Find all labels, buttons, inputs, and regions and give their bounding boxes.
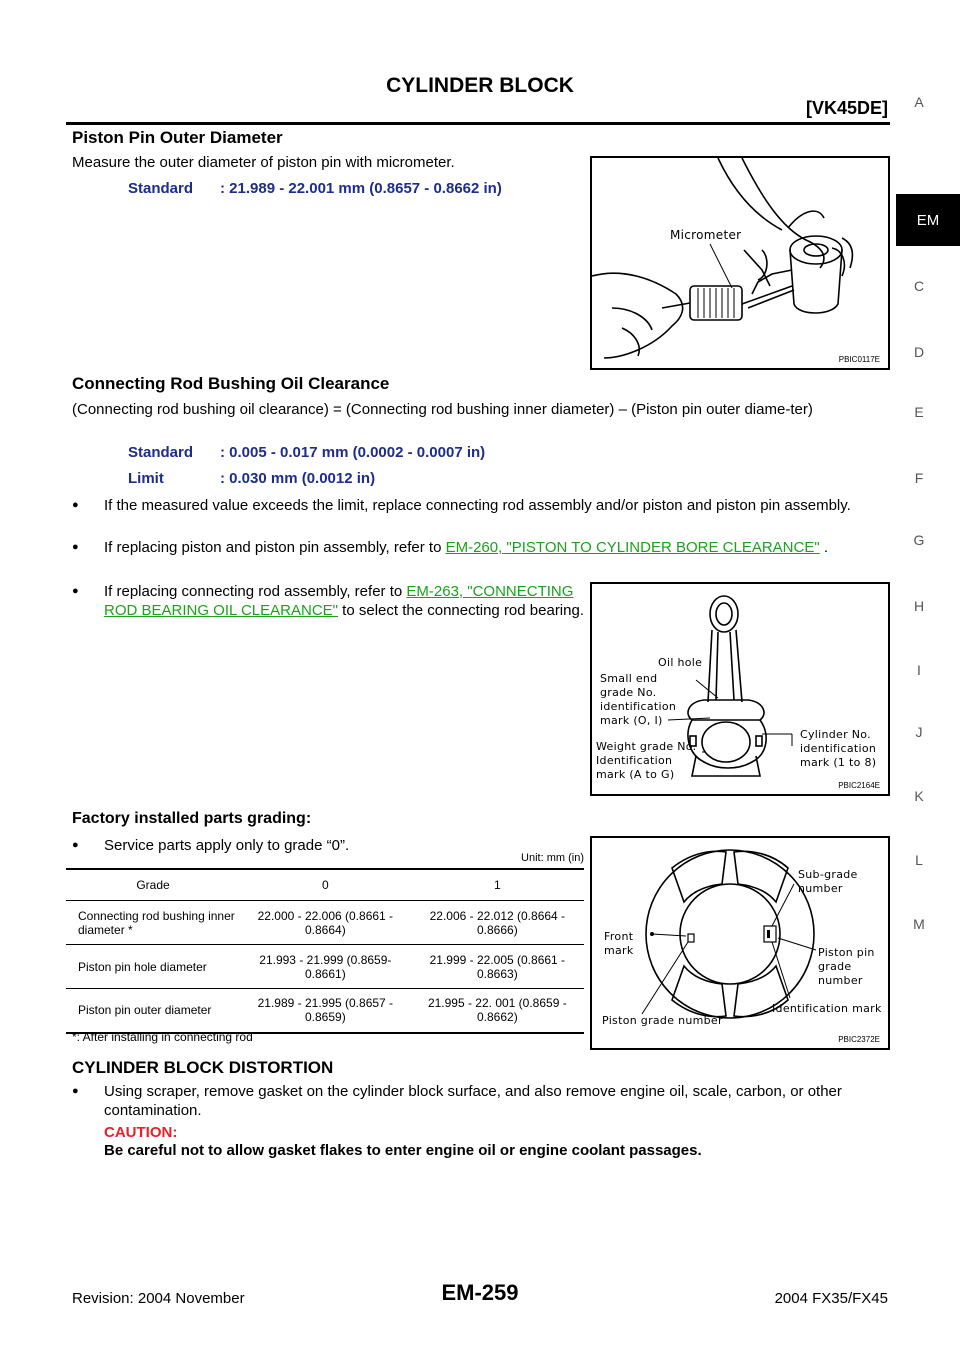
spec-key: Standard (128, 444, 194, 461)
bullet-dot-icon: ● (72, 541, 79, 553)
label-oil-hole: Oil hole (658, 656, 703, 669)
side-index-em-tab[interactable]: EM (896, 194, 960, 246)
side-index-f[interactable]: F (914, 470, 924, 486)
table-header-row (66, 869, 584, 901)
caution-title: CAUTION: (104, 1124, 178, 1141)
spec-value: : 0.030 mm (0.0012 in) (220, 470, 376, 487)
table-row (66, 901, 584, 945)
grading-table (66, 868, 584, 1034)
table-row (66, 989, 584, 1033)
section-heading-block-distortion: CYLINDER BLOCK DISTORTION (72, 1058, 334, 1077)
engine-code: [VK45DE] (805, 98, 888, 118)
label-small-end-mark: Small end grade No. identification mark (O, I) (600, 672, 677, 727)
side-index-c[interactable]: C (913, 278, 925, 294)
piston-pin-standard (128, 180, 502, 197)
side-index-i[interactable]: I (917, 662, 921, 678)
side-index-h[interactable]: H (913, 598, 925, 614)
table-cell: Piston pin outer diameter (66, 989, 240, 1033)
clearance-formula: (Connecting rod bushing oil clearance) = (Connecting rod bushing inner diameter) – (Piston pin outer diame-ter) (72, 401, 813, 418)
header-rule (66, 122, 890, 125)
piston-pin-instruction: Measure the outer diameter of piston pin with micrometer. (72, 154, 455, 171)
footer-revision: Revision: 2004 November (72, 1290, 245, 1307)
label-identification-mark: Identification mark (772, 1002, 882, 1015)
bullet-dot-icon: ● (72, 839, 79, 851)
table-cell: 21.989 - 21.995 (0.8657 - 0.8659) (240, 989, 411, 1033)
label-sub-grade-number: Sub-grade number (798, 868, 858, 895)
page-number: EM-259 (441, 1280, 519, 1305)
table-cell: 22.006 - 22.012 (0.8664 - 0.8666) (411, 901, 584, 945)
bullet-item (72, 496, 892, 515)
micrometer-illustration (592, 158, 888, 368)
side-index-d[interactable]: D (913, 344, 925, 360)
bullet-text: If replacing piston and piston pin assembly, refer to (104, 539, 442, 556)
table-cell: Connecting rod bushing inner diameter * (66, 901, 240, 945)
unit-label: Unit: mm (in) (521, 852, 584, 864)
figure-piston-grade (590, 836, 890, 1050)
bullet-text: If the measured value exceeds the limit, replace connecting rod assembly and/or piston and piston pin assembly. (104, 497, 851, 514)
figure-code: PBIC2164E (838, 781, 880, 790)
bullet-item (72, 1082, 892, 1120)
link-piston-bore-clearance[interactable]: EM-260, "PISTON TO CYLINDER BORE CLEARANCE" (445, 539, 820, 556)
spec-key: Limit (128, 470, 164, 487)
table-cell: 21.993 - 21.999 (0.8659- 0.8661) (240, 945, 411, 989)
figure-micrometer (590, 156, 890, 370)
table-header-cell: Grade (66, 869, 240, 901)
table-cell: 22.000 - 22.006 (0.8661 - 0.8664) (240, 901, 411, 945)
link-rod-bearing-clearance[interactable]: EM-263, "CONNECTING ROD BEARING OIL CLEARANCE" (104, 583, 574, 619)
table-row (66, 945, 584, 989)
side-index-j[interactable]: J (915, 724, 923, 740)
label-front-mark: Front mark (604, 930, 634, 957)
clearance-standard (128, 444, 485, 461)
figure-code: PBIC0117E (838, 355, 880, 364)
label-piston-grade-number: Piston grade number (602, 1014, 723, 1027)
table-cell: 21.999 - 22.005 (0.8661 - 0.8663) (411, 945, 584, 989)
table-cell: Piston pin hole diameter (66, 945, 240, 989)
section-heading-parts-grading: Factory installed parts grading: (72, 810, 312, 827)
section-heading-bushing-clearance: Connecting Rod Bushing Oil Clearance (72, 374, 390, 393)
spec-key: Standard (128, 180, 194, 197)
label-micrometer: Micrometer (670, 228, 742, 242)
spec-value: : 0.005 - 0.017 mm (0.0002 - 0.0007 in) (220, 444, 486, 461)
bullet-item (72, 538, 892, 557)
table-header-cell: 1 (411, 869, 584, 901)
side-index-l[interactable]: L (915, 852, 923, 868)
table-header-cell: 0 (240, 869, 411, 901)
bullet-text: Service parts apply only to grade “0”. (104, 837, 350, 854)
side-index-g[interactable]: G (913, 532, 925, 548)
table-cell: 21.995 - 22. 001 (0.8659 - 0.8662) (411, 989, 584, 1033)
bullet-text: . (823, 539, 829, 556)
caution-text: Be careful not to allow gasket flakes to enter engine oil or engine coolant passages. (104, 1142, 702, 1159)
figure-code: PBIC2372E (838, 1035, 880, 1044)
page-title: CYLINDER BLOCK (386, 74, 574, 97)
bullet-dot-icon: ● (72, 585, 79, 597)
spec-value: : 21.989 - 22.001 mm (0.8657 - 0.8662 in) (220, 180, 502, 197)
label-weight-grade-mark: Weight grade No. Identification mark (A to G) (596, 740, 697, 781)
side-index-m[interactable]: M (913, 916, 925, 932)
side-index-k[interactable]: K (914, 788, 924, 804)
bullet-dot-icon: ● (72, 1085, 79, 1097)
figure-connecting-rod (590, 582, 890, 796)
clearance-limit (128, 470, 375, 487)
label-cylinder-no-mark: Cylinder No. identification mark (1 to 8) (800, 728, 877, 769)
bullet-text: If replacing connecting rod assembly, refer to (104, 583, 403, 600)
bullet-text: Using scraper, remove gasket on the cylinder block surface, and also remove engine oil, scale, carbon, or other contamination. (104, 1083, 842, 1119)
side-index-e[interactable]: E (914, 404, 924, 420)
bullet-dot-icon: ● (72, 499, 79, 511)
label-piston-pin-grade: Piston pin grade number (818, 946, 875, 987)
section-heading-piston-pin: Piston Pin Outer Diameter (72, 128, 283, 147)
bullet-item (72, 582, 584, 620)
table-footnote: *: After installing in connecting rod (72, 1030, 253, 1044)
footer-model: 2004 FX35/FX45 (774, 1290, 888, 1307)
bullet-text: to select the connecting rod bearing. (342, 602, 584, 619)
side-index-a[interactable]: A (914, 94, 924, 110)
